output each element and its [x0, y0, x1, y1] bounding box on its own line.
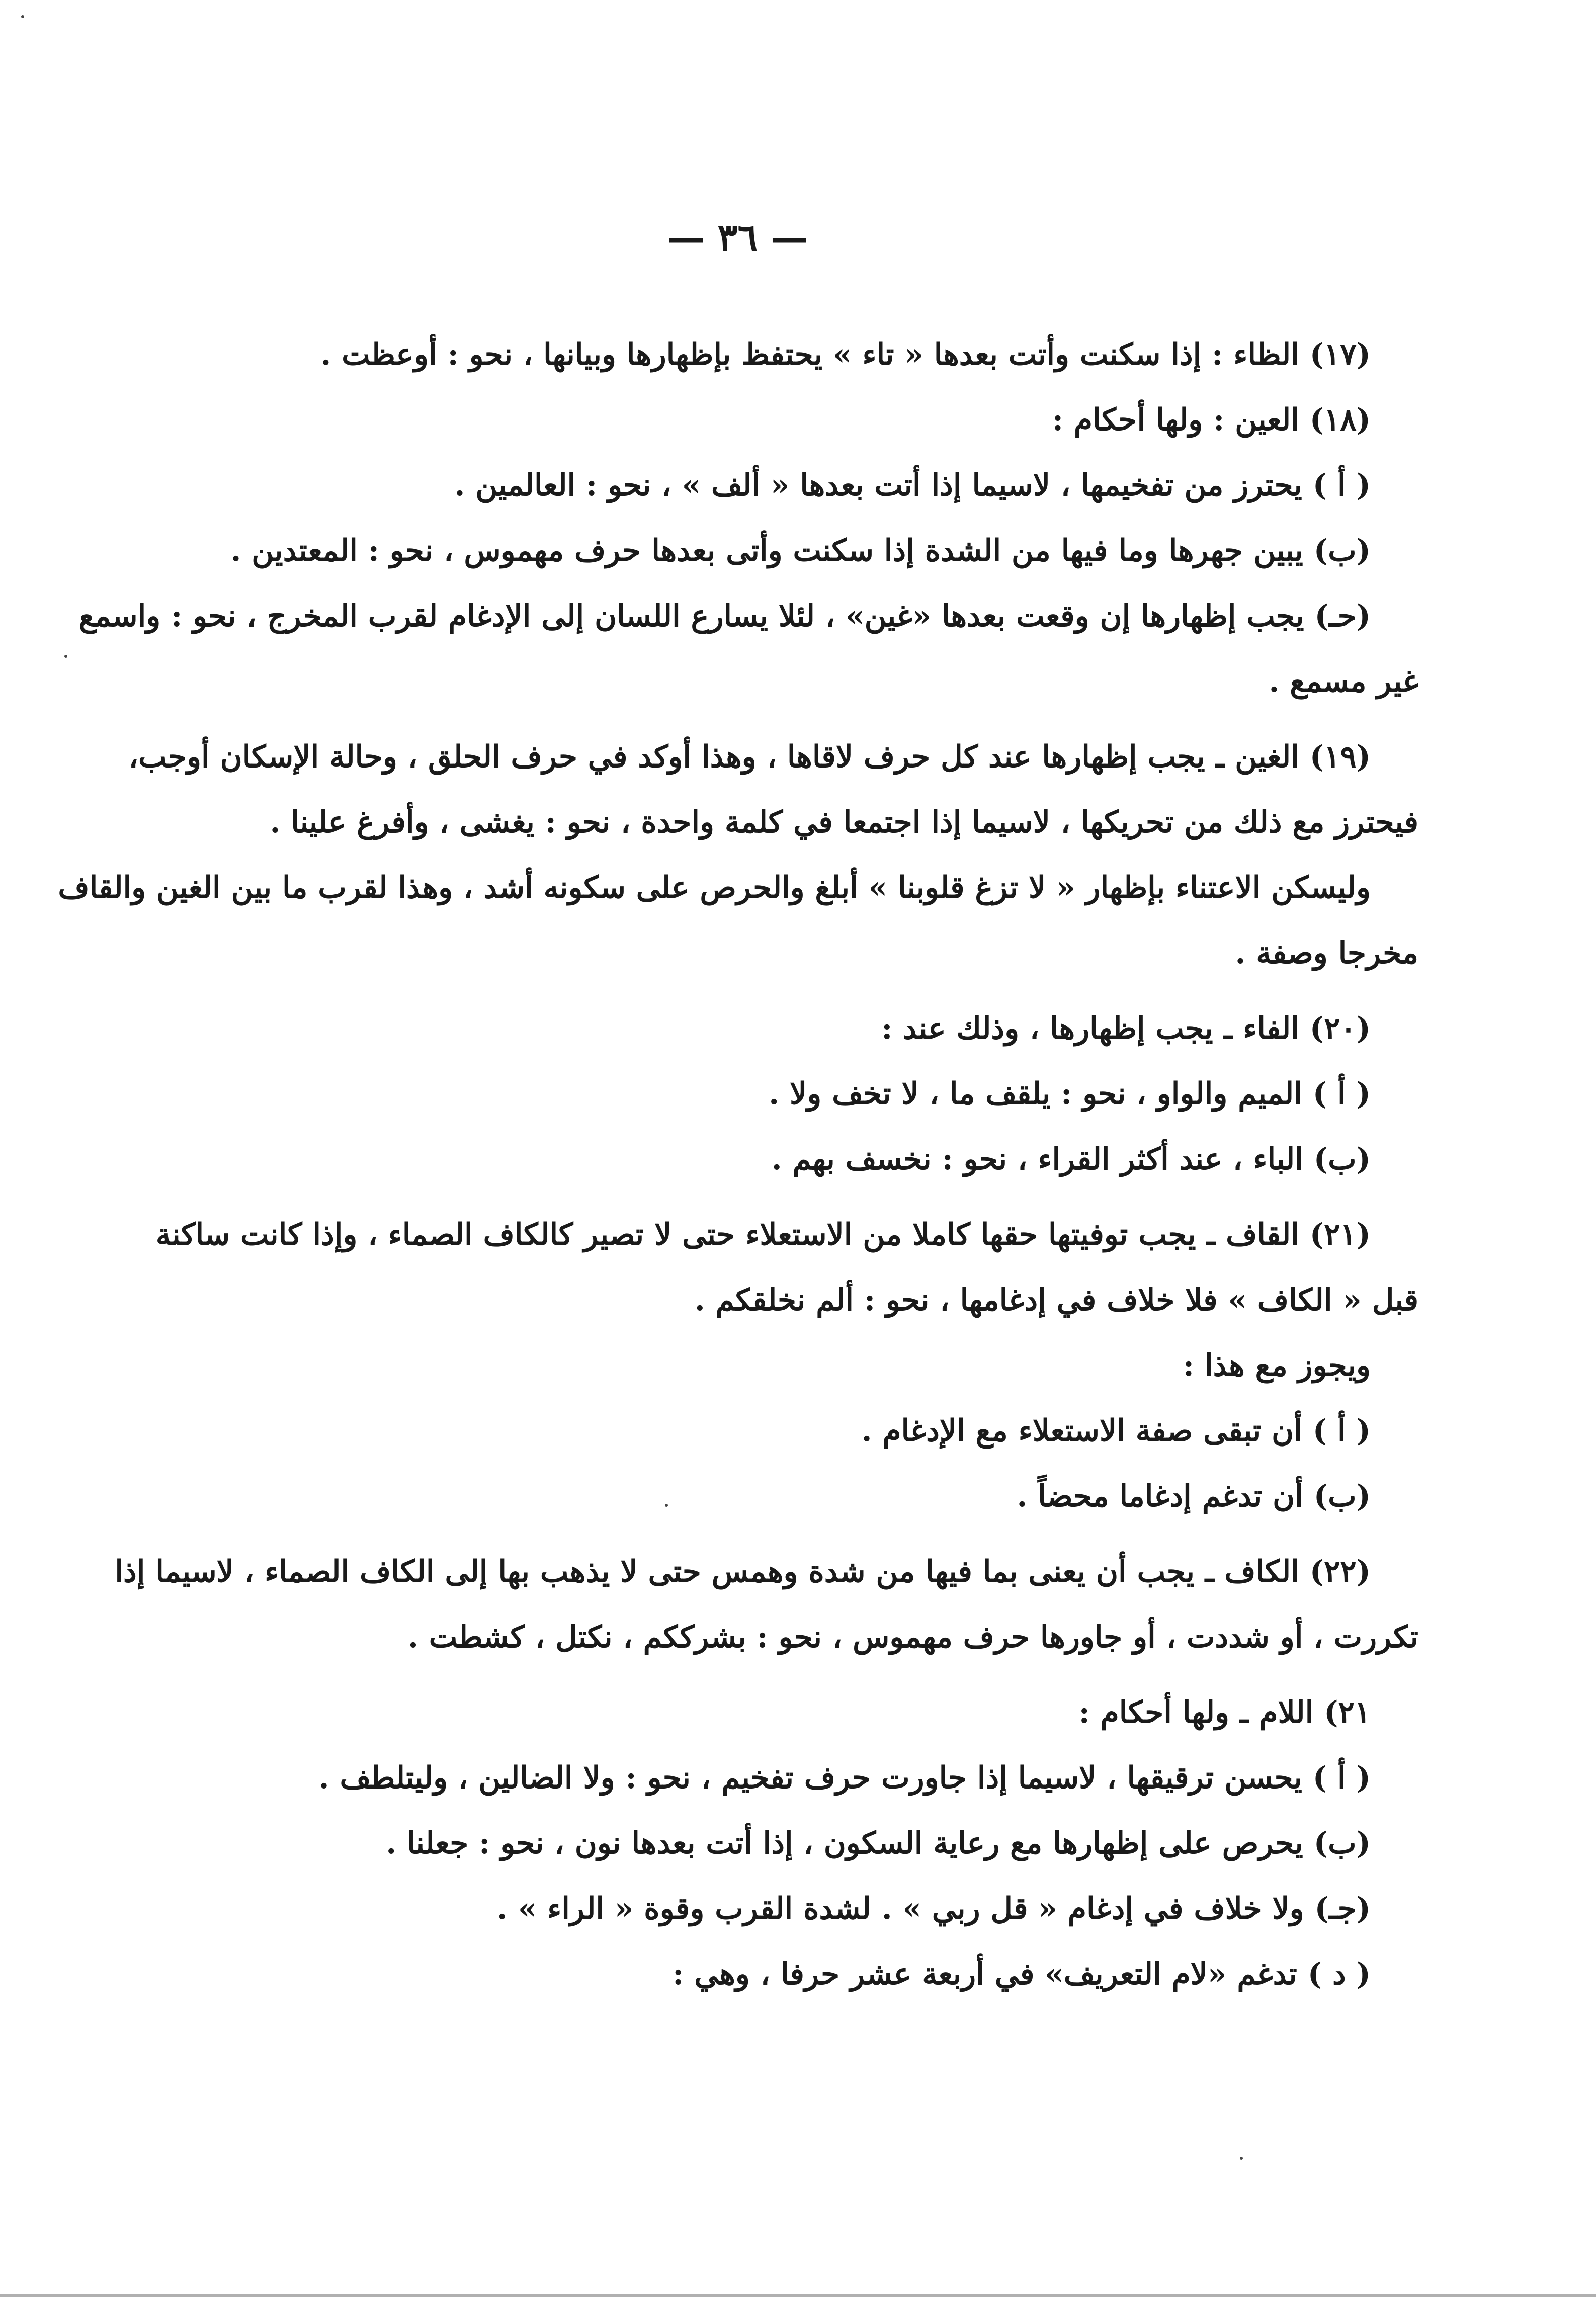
section-21-line3: ويجوز مع هذا : [1183, 1348, 1371, 1383]
scan-speck [64, 655, 67, 658]
section-21-item-a: ( أ ) أن تبقى صفة الاستعلاء مع الإدغام . [861, 1413, 1371, 1449]
section-20-item-b: (ب) الباء ، عند أكثر القراء ، نحو : نخسف بهم . [771, 1142, 1371, 1177]
scan-speck [21, 15, 24, 18]
section-23-item-b: (ب) يحرص على إظهارها مع رعاية السكون ، إذا أتت بعدها نون ، نحو : جعلنا . [386, 1826, 1371, 1861]
scan-speck [1240, 2157, 1243, 2160]
section-20-item-a: ( أ ) الميم والواو ، نحو : يلقف ما ، لا تخف ولا . [769, 1076, 1371, 1112]
section-23-item-a: ( أ ) يحسن ترقيقها ، لاسيما إذا جاورت حرف تفخيم ، نحو : ولا الضالين ، وليتلطف . [318, 1760, 1371, 1796]
section-18-heading: (١٨) العين : ولها أحكام : [1052, 402, 1371, 438]
scan-speck [665, 1504, 668, 1507]
section-19-line2: فيحترز مع ذلك من تحريكها ، لاسيما إذا اجتمعا في كلمة واحدة ، نحو : يغشى ، وأفرغ علينا . [270, 805, 1418, 840]
section-20-heading: (٢٠) الفاء ـ يجب إظهارها ، وذلك عند : [881, 1011, 1371, 1046]
section-22-line2: تكررت ، أو شددت ، أو جاورها حرف مهموس ، نحو : بشرككم ، نكتل ، كشطت . [408, 1620, 1418, 1655]
section-17: (١٧) الظاء : إذا سكنت وأتت بعدها « تاء » يحتفظ بإظهارها وبيانها ، نحو : أوعظت . [320, 337, 1371, 372]
page-bottom-edge [0, 2294, 1596, 2297]
section-19-line4: مخرجا وصفة . [1235, 935, 1418, 971]
page-body [58, 322, 1418, 2007]
section-18-item-c-line1: (حـ) يجب إظهارها إن وقعت بعدها «غين» ، لئلا يسارع اللسان إلى الإدغام لقرب المخرج ، نحو : واسمع [78, 599, 1371, 634]
section-21-item-b: (ب) أن تدغم إدغاما محضاً . [1017, 1479, 1371, 1514]
section-22-line1: (٢٢) الكاف ـ يجب أن يعنى بما فيها من شدة وهمس حتى لا يذهب بها إلى الكاف الصماء ، لاسيما إذا [115, 1554, 1371, 1589]
section-23-item-d: ( د ) تدغم «لام التعريف» في أربعة عشر حرفا ، وهي : [673, 1956, 1371, 1992]
section-19-line3: وليسكن الاعتناء بإظهار « لا تزغ قلوبنا » أبلغ والحرص على سكونه أشد ، وهذا لقرب ما بين الغين والقاف [58, 870, 1371, 905]
section-18-item-a: ( أ ) يحترز من تفخيمها ، لاسيما إذا أتت بعدها « ألف » ، نحو : العالمين . [454, 468, 1371, 503]
section-23-item-c: (جـ) ولا خلاف في إدغام « قل ربي » . لشدة القرب وقوة « الراء » . [496, 1891, 1371, 1926]
page-number: — ٣٦ — [667, 216, 808, 260]
section-18-item-b: (ب) يبين جهرها وما فيها من الشدة إذا سكنت وأتى بعدها حرف مهموس ، نحو : المعتدين . [230, 533, 1371, 568]
section-21-line2: قبل « الكاف » فلا خلاف في إدغامها ، نحو : ألم نخلقكم . [694, 1283, 1418, 1318]
section-21-line1: (٢١) القاف ـ يجب توفيتها حقها كاملا من الاستعلاء حتى لا تصير كالكاف الصماء ، وإذا كانت ساكنة [155, 1217, 1371, 1252]
section-23-heading: ٢١) اللام ـ ولها أحكام : [1078, 1695, 1371, 1730]
section-19-line1: (١٩) الغين ـ يجب إظهارها عند كل حرف لاقاها ، وهذا أوكد في حرف الحلق ، وحالة الإسكان أوجب، [128, 739, 1371, 775]
section-18-item-c-line2: غير مسمع . [1269, 664, 1418, 699]
